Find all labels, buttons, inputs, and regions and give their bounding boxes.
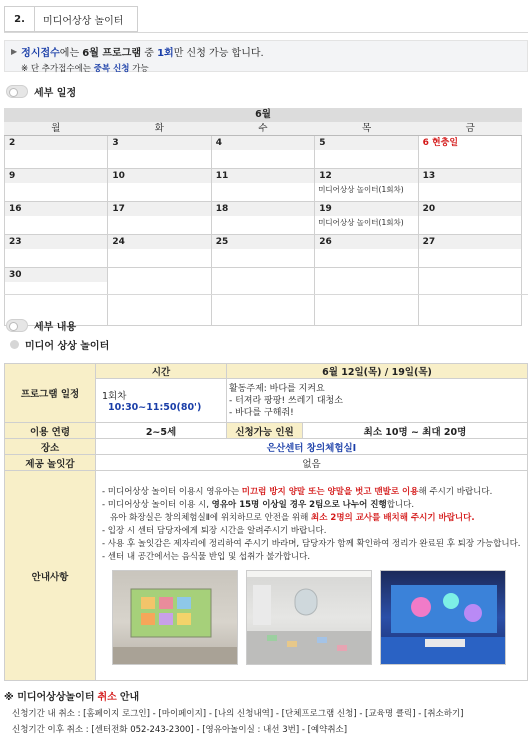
guide-item: - 입장 시 센터 담당자에게 퇴장 시간을 알려주시기 바랍니다. [102,526,327,536]
session-time: 10:30~11:50(80') [108,402,202,413]
calendar-day [419,136,522,169]
calendar-day [212,169,315,202]
calendar-day-number [419,268,521,282]
cancel-title-text: 안내 [119,692,140,703]
calendar-day-number: 30 [5,268,107,282]
session-label: 1회차 [102,391,127,402]
toggle-icon [6,319,28,332]
weekday-label: 월 [51,123,61,134]
calendar-day-number: 17 [108,202,210,216]
calendar-day [212,235,315,268]
calendar-day [5,202,108,235]
calendar-event[interactable]: 미디어상상 놀이터(1회차) [318,185,404,194]
calendar-month: 6월 [4,108,522,122]
calendar-day [212,268,315,326]
triangle-bullet-icon: ▶ [11,47,18,56]
calendar-day [315,235,418,268]
notice-duplicate: 중복 신청 [93,64,130,74]
circle-bullet-icon [10,340,19,349]
calendar-day [315,202,418,235]
calendar-day-number: 4 [212,136,314,150]
calendar-day [419,202,522,235]
activity-cell [227,379,528,423]
calendar-day [108,169,211,202]
weekday-label: 화 [154,123,164,134]
guide-item: - 사용 후 놀잇감은 제자리에 정리하여 주시기 바라며, 담당자가 함께 확인하여 정리가 완료된 후 퇴장 가능합니다. [102,539,521,549]
media-screen-photo [112,570,238,665]
guide-item [102,499,521,512]
calendar-day-number: 12 [315,169,417,183]
cancel-info [4,688,528,735]
notice-text: 에는 [59,48,83,59]
calendar-day [5,169,108,202]
calendar-day-number [315,268,417,282]
section-number: 2. [5,7,35,31]
notice-text: ※ 단 추가접수에는 [21,64,94,74]
calendar-day [419,268,522,326]
guide-text: 합니다. [386,500,415,510]
guide-label: 안내사항 [5,471,96,681]
place-label: 장소 [5,439,96,455]
guide-emphasis: 최소 2명의 교사를 배치해 주시기 바랍니다. [311,513,475,523]
age-label: 이용 연령 [5,423,96,439]
calendar-grid [4,136,522,326]
calendar-day [315,268,418,326]
guide-text: - 미디어상상 놀이터 이용시 영유아는 [102,487,242,497]
section-title: 미디어상상 놀이터 [43,15,124,27]
calendar-day [108,235,211,268]
calendar-day-number: 11 [212,169,314,183]
guide-item [102,512,521,525]
calendar-day-number: 6 현충일 [419,136,521,150]
place-value: 은산센터 창의체험실Ⅰ [96,439,528,455]
play-room-photo [246,570,372,665]
guide-text: - 미디어상상 놀이터 이용 시, [102,500,212,510]
capacity-value: 최소 10명 ~ 최대 20명 [303,423,528,439]
program-schedule-label: 프로그램 일정 [5,364,96,423]
guide-emphasis: 미끄럼 방지 양말 또는 양말을 벗고 맨발로 이용 [241,487,419,497]
photo-gallery [96,566,527,669]
guide-item: - 센터 내 공간에서는 음식물 반입 및 섭취가 불가합니다. [102,552,311,562]
guide-item [102,486,521,499]
cancel-after-period: 신청기간 이후 취소 : [센터전화 052-243-2300] - [영유아놀이실 : 내선 3번] - [예약취소] [12,725,348,735]
calendar-divider [4,294,528,295]
schedule-heading-label: 세부 일정 [34,88,77,99]
calendar-day-number: 9 [5,169,107,183]
calendar-day-number: 16 [5,202,107,216]
guide-cell [96,471,528,681]
cancel-title [4,688,528,703]
activity-line: 활동주제: 바다를 지켜요 [229,383,325,394]
weekday-label: 수 [258,123,268,134]
calendar-day-number: 10 [108,169,210,183]
calendar-day-number [212,268,314,282]
section-divider [4,32,528,33]
section-header [4,6,138,32]
content-heading-label: 세부 내용 [34,322,77,333]
program-title: 미디어 상상 놀이터 [25,341,110,352]
calendar-weekdays [4,122,522,136]
calendar-day [5,235,108,268]
date-header: 6월 12일(목) / 19일(목) [227,364,528,379]
activity-line: - 바다를 구해줘! [229,407,294,418]
cancel-in-period: 신청기간 내 취소 : [홈페이지 로그인] - [마이페이지] - [나의 신청내역] - [단체프로그램 신청] - [교육명 클릭] - [취소하기] [12,709,464,719]
toggle-icon [6,85,28,98]
calendar-day-number: 26 [315,235,417,249]
capacity-label: 신청가능 인원 [227,423,303,439]
projection-room-photo [380,570,506,665]
calendar-day-number: 5 [315,136,417,150]
cancel-title-text: ※ 미디어상상놀이터 [4,692,95,703]
notice-line-1 [11,44,521,59]
calendar-day-number: 13 [419,169,521,183]
guide-emphasis: 영유아 15명 이상일 경우 2팀으로 나누어 진행 [211,500,387,510]
calendar-day-number: 20 [419,202,521,216]
notice-count: 1회 [157,48,174,59]
calendar-day-number: 2 [5,136,107,150]
notice-box [4,40,528,72]
toy-label: 제공 놀잇감 [5,455,96,471]
cancel-keyword: 취소 [97,692,117,703]
calendar-day [108,268,211,326]
notice-regular-apply: 정시접수 [21,48,60,59]
program-heading [10,337,109,352]
notice-text: 가능 [129,64,149,74]
schedule-heading [6,84,76,99]
calendar-day-number: 24 [108,235,210,249]
calendar-day-number: 25 [212,235,314,249]
calendar-day [315,169,418,202]
calendar-day-number: 18 [212,202,314,216]
guide-text: 해 주시기 바랍니다. [418,487,493,497]
calendar-day-number: 19 [315,202,417,216]
calendar-day-number: 27 [419,235,521,249]
calendar-event[interactable]: 미디어상상 놀이터(1회차) [318,218,404,227]
notice-line-2 [11,62,521,74]
age-value: 2~5세 [96,423,227,439]
content-heading [6,318,76,333]
activity-line: - 터져라 팡팡! 쓰레기 대청소 [229,395,343,406]
guide-list [96,482,527,566]
calendar-day-number [108,268,210,282]
guide-text: 유아 화장실은 창의체험실Ⅱ에 위치하므로 안전을 위해 [110,513,312,523]
weekday-label: 목 [362,123,372,134]
calendar-day [108,136,211,169]
calendar-day [5,136,108,169]
notice-text: 중 [141,48,158,59]
program-info-table [4,363,528,681]
calendar-day [315,136,418,169]
calendar-day-number: 3 [108,136,210,150]
toy-value: 없음 [96,455,528,471]
time-header: 시간 [96,364,227,379]
calendar-day-number: 23 [5,235,107,249]
notice-text: 만 신청 가능 합니다. [173,48,264,59]
calendar-day [212,136,315,169]
weekday-label: 금 [465,123,475,134]
session-cell [96,379,227,423]
calendar-day [419,235,522,268]
calendar-day [212,202,315,235]
calendar-day [108,202,211,235]
calendar-day [419,169,522,202]
notice-program: 6월 프로그램 [82,48,142,59]
